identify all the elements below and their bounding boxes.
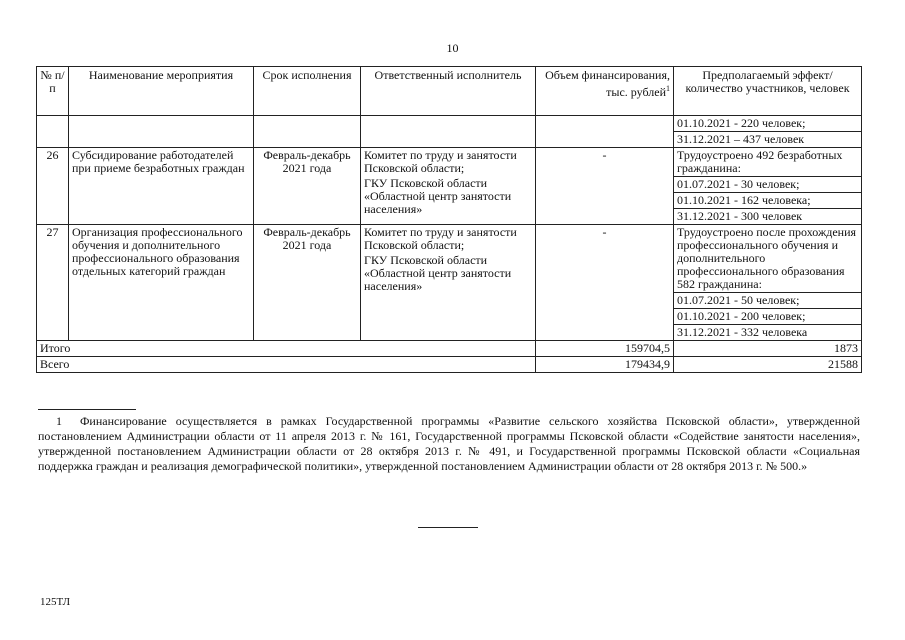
- effect-head: Трудоустроено после прохождения профессионального обучения и дополнительного профессионального образования 582 гражданина:: [674, 225, 861, 293]
- footnote-divider: [38, 409, 136, 410]
- effect-line: 01.07.2021 - 50 человек;: [674, 293, 861, 309]
- end-divider: [418, 527, 478, 528]
- responsible-line: ГКУ Псковской области «Областной центр занятости населения»: [364, 176, 512, 216]
- row-term: Февраль-декабрь 2021 года: [254, 225, 361, 341]
- row-name: Субсидирование работодателей при приеме безработных граждан: [69, 148, 254, 225]
- footnote-text: Финансирование осуществляется в рамках Государственной программы «Развитие сельского хозяйства Псковской области», утвержденной постановлением Администрации области от 11 апреля 2013 г. № 161, Государственной программы Псковской области «Содействие занятости населения», утвержденной постановлением Администрации области от 28 октября 2013 г. № 491, и Государственной программы Псковской области «Социальная поддержка граждан и реализация демографической политики», утвержденной постановлением Администрации области от 28 октября 2013 г. № 500.»: [38, 414, 861, 473]
- row-responsible: [361, 148, 536, 225]
- total-label: Всего: [37, 357, 536, 373]
- effect-cell: [674, 116, 862, 148]
- footnote-marker: 1: [56, 414, 62, 428]
- total-row-vsego: [37, 357, 862, 373]
- activities-table: [36, 66, 862, 373]
- total-label: Итого: [37, 341, 536, 357]
- header-num: № п/п: [37, 67, 69, 116]
- footnote-ref: 1: [666, 84, 670, 93]
- effect-cell: [674, 225, 862, 341]
- row-financing: -: [536, 148, 674, 225]
- table-row-continuation: [37, 116, 862, 148]
- effect-line: 01.10.2021 - 220 человек;: [674, 116, 861, 132]
- row-financing: -: [536, 225, 674, 341]
- effect-cell: [674, 148, 862, 225]
- header-financing-text: Объем финансирования, тыс. рублей: [545, 68, 670, 99]
- responsible-line: Комитет по труду и занятости Псковской области;: [364, 225, 517, 252]
- total-effect: 1873: [674, 341, 862, 357]
- total-financing: 159704,5: [536, 341, 674, 357]
- row-responsible: [361, 225, 536, 341]
- effect-line: 01.10.2021 - 200 человек;: [674, 309, 861, 325]
- header-name: Наименование мероприятия: [69, 67, 254, 116]
- effect-line: 01.10.2021 - 162 человека;: [674, 193, 861, 209]
- effect-line: 31.12.2021 – 437 человек: [677, 132, 805, 146]
- header-effect: Предполагаемый эффект/количество участников, человек: [674, 67, 862, 116]
- row-term: Февраль-декабрь 2021 года: [254, 148, 361, 225]
- total-financing: 179434,9: [536, 357, 674, 373]
- effect-head: Трудоустроено 492 безработных гражданина:: [674, 148, 861, 177]
- responsible-line: Комитет по труду и занятости Псковской области;: [364, 148, 517, 175]
- responsible-line: ГКУ Псковской области «Областной центр занятости населения»: [364, 253, 512, 293]
- header-term: Срок исполнения: [254, 67, 361, 116]
- header-financing: [536, 67, 674, 116]
- header-responsible: Ответственный исполнитель: [361, 67, 536, 116]
- total-row-itogo: [37, 341, 862, 357]
- effect-line: 01.07.2021 - 30 человек;: [674, 177, 861, 193]
- row-num: 26: [37, 148, 69, 225]
- effect-line: 31.12.2021 - 332 человека: [677, 325, 808, 339]
- table-row: [37, 148, 862, 225]
- total-effect: 21588: [674, 357, 862, 373]
- table-header-row: [37, 67, 862, 116]
- row-num: 27: [37, 225, 69, 341]
- table-row: [37, 225, 862, 341]
- effect-line: 31.12.2021 - 300 человек: [677, 209, 803, 223]
- page-number: 10: [446, 41, 459, 55]
- footnote: [38, 414, 860, 474]
- document-code: 125ТЛ: [40, 596, 71, 608]
- row-name: Организация профессионального обучения и дополнительного профессионального образования отдельных категорий граждан: [69, 225, 254, 341]
